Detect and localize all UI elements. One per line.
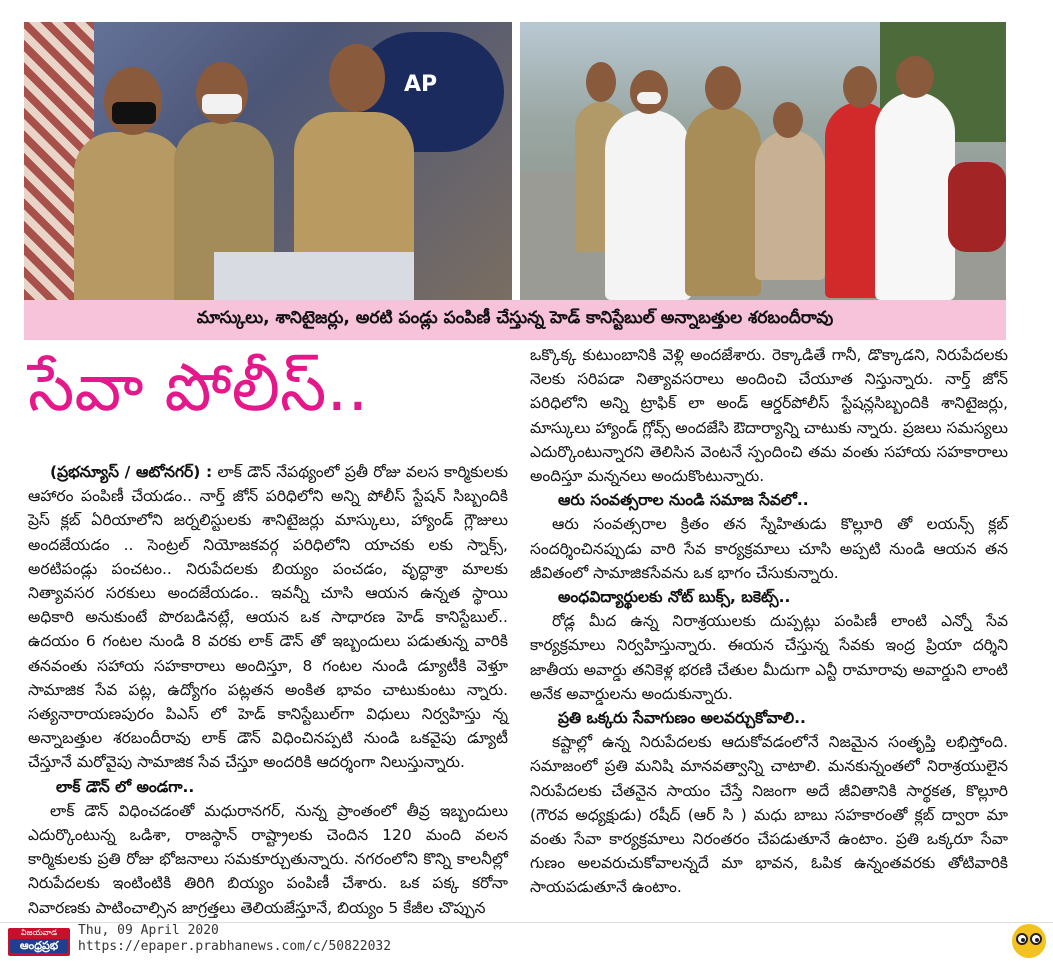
article-paragraph: రోడ్ల మీద ఉన్న నిరాశ్రయులకు దుప్పట్లు పంపిణీ లాంటి ఎన్నో సేవ కార్యక్రమాలు నిర్వహిస్తున్నారు. ఈయన చేస్తున్న సేవకు ఇంద్ర ప్రియా దర్శిని జాతీయ అవార్డు తనికెళ్ల భరణి చేతుల మీదుగా ఎన్టీ రామారావు అవార్డుని లాంటి అనేక అవార్డులను అందుకున్నారు. [530,612,1008,703]
subheading: అంధవిద్యార్థులకు నోట్ బుక్స్, బకెట్స్.. [558,588,791,607]
photo-caption: మాస్కులు, శానిటైజర్లు, అరటి పండ్లు పంపిణీ చేస్తున్న హెడ్ కానిస్టేబుల్ అన్నాబత్తుల శరబందీరావు [24,300,1006,340]
dateline: (ప్రభన్యూస్ / ఆటోనగర్) : [50,463,213,481]
photo-left: AP [24,22,512,300]
article-paragraph: లాక్ డౌన్ విధించడంతో మధురానగర్, నున్న ప్రాంతంలో తీవ్ర ఇబ్బందులు ఎదుర్కొంటున్న ఒడిశా, రాజస్థాన్ రాష్ట్రాలకు చెందిన 120 మంది వలన కార్మికులకు ప్రతి రోజు భోజనాలు సమకూర్చుతున్నారు. నగరంలోని కొన్ని కాలనీల్లో నిరుపేదలకు ఇంటింటికి తిరిగి బియ్యం పంపిణీ చేశారు. ఒక పక్క కరోనా నివారణకు పాటించాల్సిన జాగ్రత్తలు తెలియజేస్తూనే, బియ్యం 5 కేజీల చొప్పున [28,801,508,917]
article-paragraph: ఒక్కొక్క కుటుంబానికి వెళ్లి అందజేశారు. రెక్కాడితే గానీ, డొక్కాడని, నిరుపేదలకు నెలకు సరిపడా నిత్యావసరాలు అందించి చేయూత నిస్తున్నారు. నార్త్ జోన్ పరిధిలోని అన్ని ట్రాఫిక్ లా అండ్ ఆర్డర్‌పోలీస్ స్టేషన్లసిబ్బందికి శానిటైజర్లు, మాస్కులు హ్యాండ్ గ్లోవ్స్ అందజేసి ఔదార్యాన్ని చాటుకు న్నారు. ప్రజలు సమస్యలు ఎదుర్కొంటున్నారని తెలిసిన వెంటనే స్పందించి తమ వంతు సహాయ సహకారాలు అందిస్తూ మన్ననలు అందుకొంటున్నారు. [530,346,1008,486]
subheading: ఆరు సంవత్సరాల నుండి సమాజ సేవలో.. [558,491,809,510]
newspaper-logo: విజయవాడ ఆంధ్రప్రభ [8,928,70,956]
subheading: లాక్ డౌన్ లో అండగా.. [56,777,195,796]
photo-right [520,22,1006,300]
article-paragraph: కష్టాల్లో ఉన్న నిరుపేదలకు ఆదుకోవడంలోనే నిజమైన సంతృప్తి లభిస్తోంది. సమాజంలో ప్రతి మనిషి మానవత్వాన్ని చాటాలి. మనకున్నంతలో నిరాశ్రయులైన నిరుపేదలకు చేతనైన సాయం చేస్తే నిజంగా అదే జీవితానికి సార్థకత, కొల్లూరి (గౌరవ అధ్యక్షుడు) రషీద్ (ఆర్ సి ) మధు బాబు సహకారంతో క్లబ్ ద్వారా మా వంతు సేవా కార్యక్రమాలు నిరంతరం చేపడుతూనే ఉంటాం. ప్రతి ఒక్కరూ సేవా గుణం అలవరుచుకోవాలన్నదే మా భావన, ఓపిక ఉన్నంతవరకు తోటివారికి సాయపడుతూనే ఉంటాం. [530,733,1008,897]
article-left-column [28,460,508,920]
article-right-column [530,343,1008,900]
epaper-url[interactable]: https://epaper.prabhanews.com/c/50822032 [78,939,392,954]
article-paragraph: ఆరు సంవత్సరాల క్రితం తన స్నేహితుడు కొల్లూరి తో లయన్స్ క్లబ్ సందర్శించినప్పుడు వారి సేవ కార్యక్రమాలు చూసి అప్పటి నుండి ఆయన తన జీవితంలో సామాజికసేవను ఒక భాగం చేసుకున్నారు. [530,515,1008,582]
article-paragraph: (ప్రభన్యూస్ / ఆటోనగర్) : లాక్ డౌన్ నేపథ్యంలో ప్రతీ రోజు వలస కార్మికులకు ఆహారం పంపిణీ చేయడం.. నార్త్ జోన్ పరిధిలోని అన్ని పోలీస్ స్టేషన్ సిబ్బందికి ప్రెస్ క్లబ్ ఏరియాలోని జర్నలిస్టులకు శానిటైజర్లు మాస్కులు, హ్యాండ్ గ్లౌజులు అందజేయడం .. సెంట్రల్ నియోజకవర్గ పరిధిలోని యాచకు లకు స్నాక్స్, అరటిపండ్లు పంచటం.. నిరుపేదలకు బియ్యం పంచడం, వృద్ధాశ్రా మాలకు నిత్యావసర సరకులు అందజేయడం.. ఇవన్నీ చూసి ఆయన ఉన్నత స్థాయి అధికారి అనుకుంటే పొరబడినట్లే, ఆయన ఒక సాధారణ హెడ్ కానిస్టేబుల్.. ఉదయం 6 గంటల నుండి 8 వరకు లాక్ డౌన్ తో ఇబ్బందులు పడుతున్న వారికి తనవంతు సహాయ సహకారాలు అందిస్తూ, 8 గంటల నుండి డ్యూటీకి వెళ్తూ సామాజిక సేవ పట్ల, ఉద్యోగం పట్లతన అంకిత భావం చాటుకుంటు న్నారు. సత్యనారాయణపురం పిఎస్ లో హెడ్ కానిస్టేబుల్‌గా విధులు నిర్వహిస్తు న్న అన్నాబత్తుల శరబందీరావు లాక్ డౌన్ విధించినప్పటి నుండి ఒకవైపు డ్యూటీ చేస్తూనే మరోవైపు సామాజిక సేవ చేస్తూ అందరికి ఆదర్శంగా నిలుస్తున్నారు. [28,463,509,772]
owl-icon [1012,924,1046,958]
headline: సేవా పోలీస్.. [28,349,369,426]
publication-date: Thu, 09 April 2020 [78,923,219,938]
subheading: ప్రతి ఒక్కరు సేవాగుణం అలవర్చుకోవాలి.. [558,709,806,728]
